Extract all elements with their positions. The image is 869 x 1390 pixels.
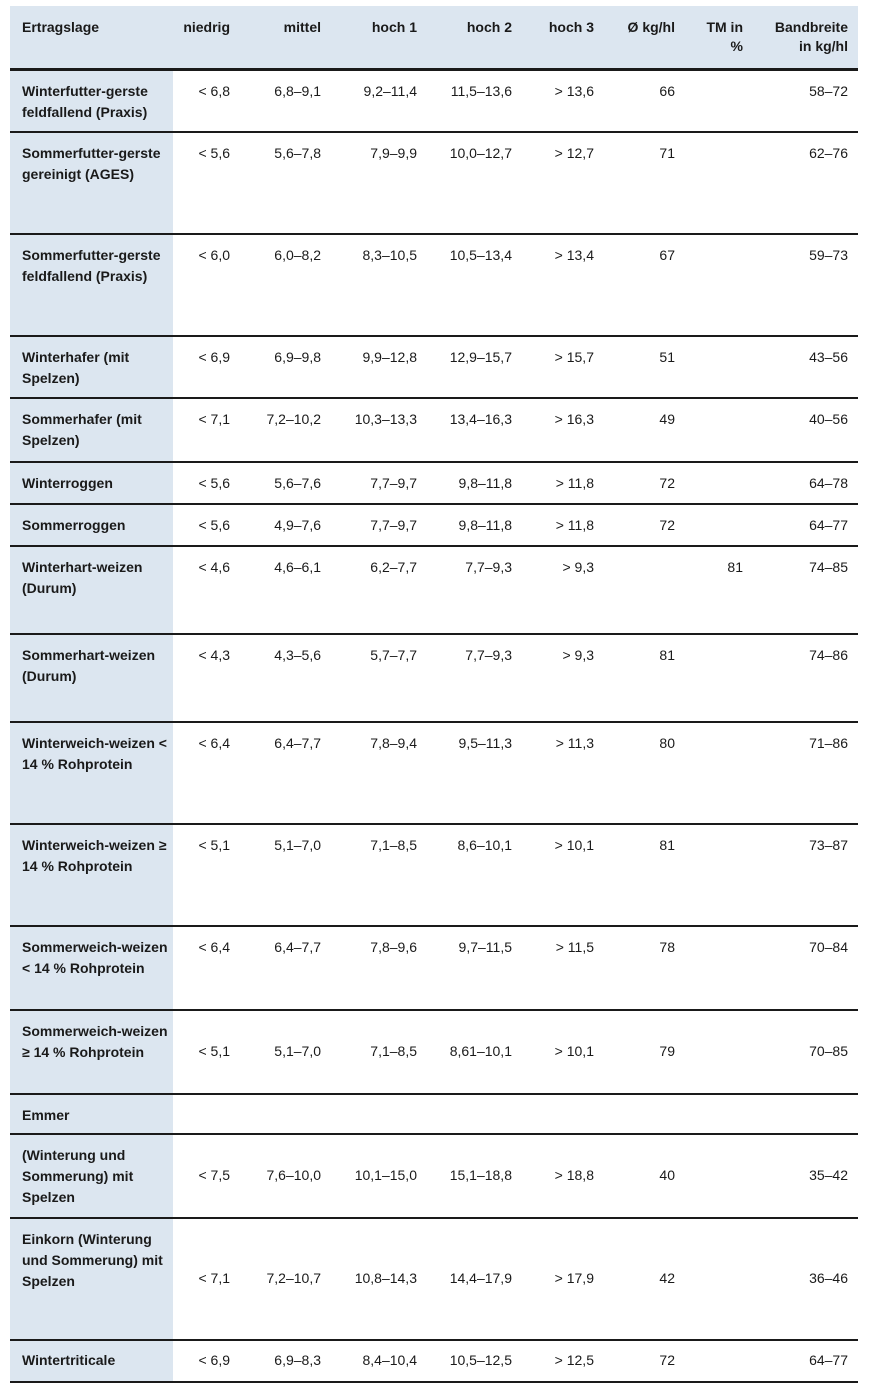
header-bandbreite: Bandbreite in kg/hl: [774, 19, 848, 54]
crop-name-cell: Winterhart-weizen (Durum): [10, 546, 173, 634]
hoch2-cell: 10,0–12,7: [449, 144, 512, 161]
average-cell: 71: [659, 144, 675, 161]
hoch3-cell: > 18,8: [554, 1167, 594, 1183]
average-cell: 81: [659, 646, 675, 663]
tm-cell: [685, 398, 753, 462]
hoch2-cell: 11,5–13,6: [450, 83, 512, 99]
hoch1-cell: 7,8–9,6: [370, 938, 417, 955]
yield-table-container: [10, 6, 858, 1383]
hoch3-cell: > 15,7: [554, 348, 594, 365]
crop-name-cell: Sommerweich-weizen < 14 % Rohprotein: [10, 926, 173, 1010]
niedrig-cell: < 6,4: [198, 938, 230, 955]
niedrig-cell: < 5,6: [198, 516, 230, 533]
bandbreite-cell: 74–86: [809, 646, 848, 663]
bandbreite-cell: 70–85: [809, 1043, 848, 1059]
header-mittel: mittel: [283, 19, 321, 35]
niedrig-cell: < 7,5: [198, 1167, 230, 1183]
hoch3-cell: > 11,8: [555, 516, 594, 533]
hoch3-cell: > 10,1: [554, 1043, 594, 1059]
crop-name-cell: Einkorn (Winterung und Sommerung) mit Spelzen: [10, 1218, 173, 1340]
average-cell: 51: [659, 348, 675, 365]
hoch2-cell: 10,5–12,5: [449, 1352, 512, 1368]
hoch3-cell: > 11,5: [555, 938, 594, 955]
crop-name-cell: Winterweich-weizen < 14 % Rohprotein: [10, 722, 173, 824]
table-row: [10, 1010, 858, 1094]
hoch1-cell: 7,7–9,7: [370, 474, 417, 491]
niedrig-cell: < 6,4: [198, 734, 230, 751]
mittel-cell: 5,1–7,0: [274, 1043, 321, 1059]
average-cell: 66: [659, 83, 675, 99]
hoch2-cell: 8,61–10,1: [449, 1043, 512, 1059]
niedrig-cell: < 5,6: [198, 144, 230, 161]
hoch1-cell: [331, 1094, 427, 1134]
hoch1-cell: 10,8–14,3: [354, 1270, 417, 1286]
hoch3-cell: > 16,3: [554, 410, 594, 427]
hoch2-cell: 10,5–13,4: [449, 246, 512, 263]
crop-name-cell: Winterfutter-gerste feldfallend (Praxis): [10, 70, 173, 132]
average-cell: 42: [659, 1270, 675, 1286]
niedrig-cell: < 5,6: [198, 474, 230, 491]
tm-cell: [685, 70, 753, 132]
average-cell: 81: [659, 836, 675, 853]
hoch2-cell: 9,8–11,8: [458, 516, 512, 533]
hoch3-cell: > 9,3: [562, 558, 594, 575]
hoch2-cell: 7,7–9,3: [465, 558, 512, 575]
tm-cell: 81: [727, 558, 743, 575]
mittel-cell: 4,9–7,6: [274, 516, 321, 533]
bandbreite-cell: 73–87: [809, 836, 848, 853]
hoch3-cell: > 11,8: [555, 474, 594, 491]
hoch3-cell: > 12,5: [554, 1352, 594, 1368]
niedrig-cell: < 7,1: [198, 1270, 230, 1286]
tm-cell: [685, 722, 753, 824]
mittel-cell: 4,3–5,6: [274, 646, 321, 663]
mittel-cell: 6,4–7,7: [274, 938, 321, 955]
table-row: [10, 926, 858, 1010]
mittel-cell: 5,6–7,6: [274, 474, 321, 491]
bandbreite-cell: 58–72: [809, 83, 848, 99]
hoch3-cell: > 11,3: [555, 734, 594, 751]
tm-cell: [685, 504, 753, 546]
hoch1-cell: 5,7–7,7: [370, 646, 417, 663]
bandbreite-cell: 64–77: [809, 1352, 848, 1368]
hoch1-cell: 8,4–10,4: [362, 1352, 417, 1368]
niedrig-cell: < 6,0: [198, 246, 230, 263]
yield-table: [10, 6, 858, 1383]
bandbreite-cell: 70–84: [809, 938, 848, 955]
bandbreite-cell: 71–86: [809, 734, 848, 751]
hoch1-cell: 9,2–11,4: [363, 83, 417, 99]
hoch2-cell: 8,6–10,1: [457, 836, 512, 853]
table-row: [10, 132, 858, 234]
header-average: Ø kg/hl: [627, 19, 675, 35]
crop-name-cell: (Winterung und Sommerung) mit Spelzen: [10, 1134, 173, 1218]
bandbreite-cell: 36–46: [809, 1270, 848, 1286]
mittel-cell: 6,0–8,2: [274, 246, 321, 263]
hoch1-cell: 7,1–8,5: [370, 1043, 417, 1059]
niedrig-cell: < 4,3: [198, 646, 230, 663]
table-row: [10, 1340, 858, 1382]
hoch3-cell: [522, 1094, 604, 1134]
header-hoch3: hoch 3: [548, 19, 594, 35]
tm-cell: [685, 234, 753, 336]
tm-cell: [685, 824, 753, 926]
table-row: [10, 722, 858, 824]
hoch1-cell: 6,2–7,7: [370, 558, 417, 575]
crop-name-cell: Winterweich-weizen ≥ 14 % Rohprotein: [10, 824, 173, 926]
mittel-cell: [240, 1094, 331, 1134]
bandbreite-cell: 74–85: [809, 558, 848, 575]
tm-cell: [685, 1134, 753, 1218]
tm-cell: [685, 1010, 753, 1094]
niedrig-cell: < 4,6: [198, 558, 230, 575]
hoch1-cell: 7,9–9,9: [370, 144, 417, 161]
mittel-cell: 6,9–9,8: [274, 348, 321, 365]
tm-cell: [685, 634, 753, 722]
hoch1-cell: 7,7–9,7: [370, 516, 417, 533]
tm-cell: [685, 1218, 753, 1340]
tm-cell: [685, 1340, 753, 1382]
hoch3-cell: > 12,7: [554, 144, 594, 161]
header-niedrig: niedrig: [183, 19, 230, 35]
niedrig-cell: < 6,9: [198, 1352, 230, 1368]
hoch2-cell: 7,7–9,3: [465, 646, 512, 663]
hoch1-cell: 10,3–13,3: [354, 410, 417, 427]
hoch2-cell: [427, 1094, 522, 1134]
header-tm: TM in %: [706, 19, 743, 54]
niedrig-cell: < 7,1: [198, 410, 230, 427]
hoch3-cell: > 17,9: [554, 1270, 594, 1286]
crop-name-cell: Winterhafer (mit Spelzen): [10, 336, 173, 398]
bandbreite-cell: 64–78: [809, 474, 848, 491]
table-row: [10, 70, 858, 132]
average-cell: 40: [659, 1167, 675, 1183]
hoch2-cell: 9,7–11,5: [458, 938, 512, 955]
bandbreite-cell: 62–76: [809, 144, 848, 161]
mittel-cell: 5,6–7,8: [274, 144, 321, 161]
crop-name-cell: Sommerroggen: [10, 504, 173, 546]
hoch1-cell: 10,1–15,0: [354, 1167, 417, 1183]
average-cell: 72: [659, 474, 675, 491]
hoch2-cell: 9,8–11,8: [458, 474, 512, 491]
average-cell: 80: [659, 734, 675, 751]
mittel-cell: 6,8–9,1: [274, 83, 321, 99]
hoch1-cell: 7,8–9,4: [370, 734, 417, 751]
tm-cell: [685, 1094, 753, 1134]
niedrig-cell: < 6,9: [198, 348, 230, 365]
mittel-cell: 7,2–10,2: [266, 410, 321, 427]
bandbreite-cell: 59–73: [809, 246, 848, 263]
average-cell: 79: [659, 1043, 675, 1059]
table-row: [10, 1134, 858, 1218]
hoch2-cell: 14,4–17,9: [449, 1270, 512, 1286]
crop-name-cell: Sommerfutter-gerste gereinigt (AGES): [10, 132, 173, 234]
crop-name-cell: Sommerweich-weizen ≥ 14 % Rohprotein: [10, 1010, 173, 1094]
hoch1-cell: 9,9–12,8: [362, 348, 417, 365]
average-cell: [604, 1094, 685, 1134]
hoch3-cell: > 13,6: [554, 83, 594, 99]
mittel-cell: 6,9–8,3: [274, 1352, 321, 1368]
table-body: [10, 70, 858, 1382]
table-row: [10, 336, 858, 398]
bandbreite-cell: 40–56: [809, 410, 848, 427]
tm-cell: [685, 336, 753, 398]
average-cell: [604, 546, 685, 634]
crop-name-cell: Wintertriticale: [10, 1340, 173, 1382]
crop-name-cell: Sommerfutter-gerste feldfallend (Praxis): [10, 234, 173, 336]
tm-cell: [685, 926, 753, 1010]
hoch1-cell: 7,1–8,5: [370, 836, 417, 853]
mittel-cell: 5,1–7,0: [274, 836, 321, 853]
table-row: [10, 824, 858, 926]
hoch2-cell: 15,1–18,8: [449, 1167, 512, 1183]
header-hoch1: hoch 1: [371, 19, 417, 35]
average-cell: 78: [659, 938, 675, 955]
hoch3-cell: > 9,3: [562, 646, 594, 663]
table-row: [10, 234, 858, 336]
table-row: [10, 1094, 858, 1134]
mittel-cell: 4,6–6,1: [274, 558, 321, 575]
hoch1-cell: 8,3–10,5: [362, 246, 417, 263]
niedrig-cell: < 5,1: [198, 836, 230, 853]
header-hoch2: hoch 2: [466, 19, 512, 35]
average-cell: 49: [659, 410, 675, 427]
niedrig-cell: < 5,1: [198, 1043, 230, 1059]
crop-name-cell: Emmer: [10, 1094, 173, 1134]
hoch3-cell: > 13,4: [554, 246, 594, 263]
crop-name-cell: Winterroggen: [10, 462, 173, 504]
mittel-cell: 6,4–7,7: [274, 734, 321, 751]
mittel-cell: 7,2–10,7: [266, 1270, 321, 1286]
table-row: [10, 1218, 858, 1340]
bandbreite-cell: [753, 1094, 858, 1134]
crop-name-cell: Sommerhart-weizen (Durum): [10, 634, 173, 722]
table-row: [10, 504, 858, 546]
hoch2-cell: 9,5–11,3: [458, 734, 512, 751]
table-header: [10, 6, 858, 70]
average-cell: 67: [659, 246, 675, 263]
crop-name-cell: Sommerhafer (mit Spelzen): [10, 398, 173, 462]
niedrig-cell: < 6,8: [198, 83, 230, 99]
table-row: [10, 462, 858, 504]
hoch2-cell: 12,9–15,7: [449, 348, 512, 365]
header-ertragslage: Ertragslage: [22, 19, 100, 35]
hoch2-cell: 13,4–16,3: [449, 410, 512, 427]
average-cell: 72: [659, 1352, 675, 1368]
table-row: [10, 398, 858, 462]
tm-cell: [685, 132, 753, 234]
tm-cell: [685, 462, 753, 504]
table-row: [10, 546, 858, 634]
table-row: [10, 634, 858, 722]
hoch3-cell: > 10,1: [554, 836, 594, 853]
average-cell: 72: [659, 516, 675, 533]
bandbreite-cell: 35–42: [809, 1167, 848, 1183]
header-row: [10, 6, 858, 70]
mittel-cell: 7,6–10,0: [266, 1167, 321, 1183]
bandbreite-cell: 64–77: [809, 516, 848, 533]
bandbreite-cell: 43–56: [809, 348, 848, 365]
niedrig-cell: [173, 1094, 240, 1134]
